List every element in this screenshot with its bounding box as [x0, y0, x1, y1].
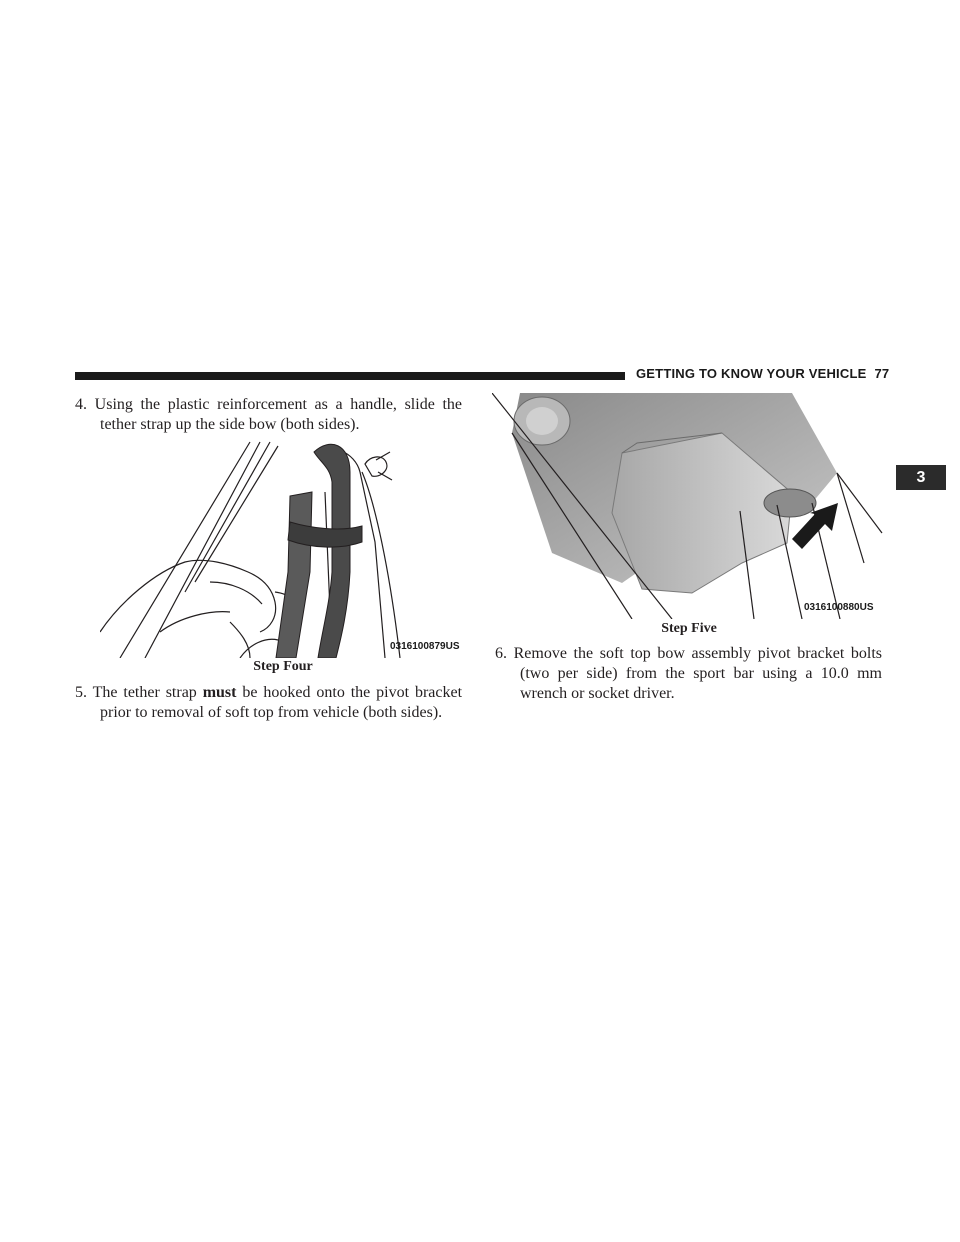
chapter-tab: 3 [896, 465, 946, 490]
step-text-emphasis: must [202, 684, 237, 701]
step-text: Using the plastic reinforcement as a handle, slide the tether strap up the side bow (both sides). [94, 396, 463, 433]
step-text-after: be hooked onto the pivot bracket prior to removal of soft top from vehicle (both sides). [100, 684, 463, 721]
step-text-before: The tether strap [92, 684, 197, 701]
page-number: 77 [874, 366, 890, 381]
figure-code: 0316100880US [804, 602, 874, 613]
step-6 [495, 644, 883, 704]
step-four-illustration [100, 432, 466, 658]
step-number: 4. [75, 396, 87, 413]
step-number: 5. [75, 684, 87, 701]
step-text: Remove the soft top bow assembly pivot bracket bolts (two per side) from the sport bar using a 10.0 mm wrench or socket driver. [513, 645, 883, 702]
step-five-illustration [492, 393, 886, 619]
section-title: GETTING TO KNOW YOUR VEHICLE [636, 366, 867, 381]
figure-code: 0316100879US [390, 641, 460, 652]
figure-caption-step-four: Step Four [253, 659, 313, 674]
step-number: 6. [495, 645, 507, 662]
step-4 [75, 395, 463, 435]
figure-caption-step-five: Step Five [661, 621, 717, 636]
header-rule [75, 372, 625, 380]
running-header [636, 366, 890, 386]
step-5 [75, 683, 463, 723]
